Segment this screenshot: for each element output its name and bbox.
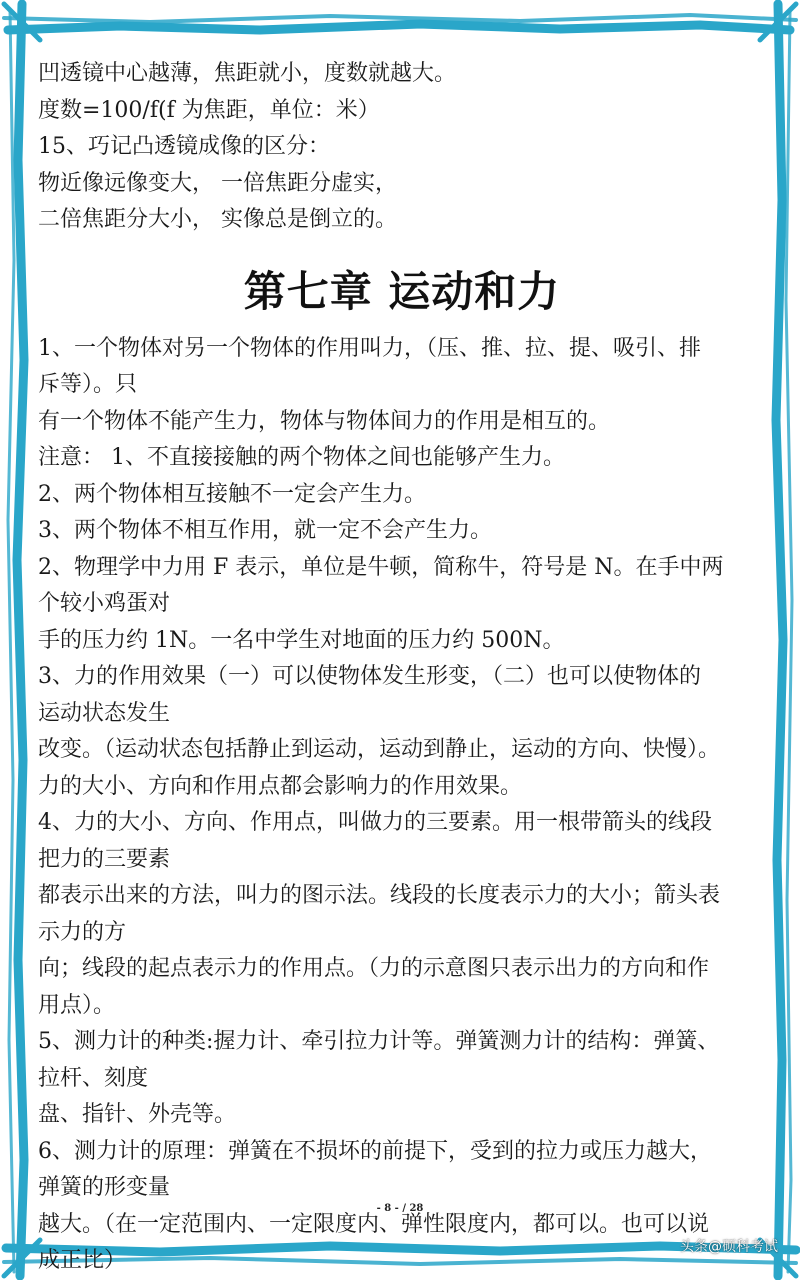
text-line: 力的大小、方向和作用点都会影响力的作用效果。 (38, 773, 523, 799)
text-line: 2、物理学中力用 F 表示，单位是牛顿，简称牛，符号是 N。在手中两 (38, 554, 724, 580)
text-line: 3、力的作用效果（一）可以使物体发生形变，（二）也可以使物体的 (38, 664, 701, 689)
text-line: 个较小鸡蛋对 (38, 591, 171, 616)
text-line: 物近像远像变大， 一倍焦距分虚实， (38, 170, 397, 196)
text-line: 有一个物体不能产生力，物体与物体间力的作用是相互的。 (38, 408, 611, 434)
text-line: 5、测力计的种类:握力计、牵引拉力计等。弹簧测力计的结构：弹簧、 (38, 1029, 720, 1054)
text-line: 二倍焦距分大小， 实像总是倒立的。 (38, 207, 397, 232)
text-line: 2、两个物体相互接触不一定会产生力。 (38, 481, 426, 507)
text-line: 1、一个物体对另一个物体的作用叫力，（压、推、拉、提、吸引、排 (38, 335, 701, 361)
watermark: 头条@硕科考试 (680, 1239, 778, 1255)
text-line: 15、巧记凸透镜成像的区分： (38, 134, 330, 159)
text-line: 向；线段的起点表示力的作用点。（力的示意图只表示出力的方向和作 (38, 956, 710, 981)
text-line: 注意： 1、不直接接触的两个物体之间也能够产生力。 (38, 445, 565, 470)
text-line: 手的压力约 1N。一名中学生对地面的压力约 500N。 (38, 627, 565, 653)
text-line: 弹簧的形变量 (38, 1175, 171, 1200)
text-line: 4、力的大小、方向、作用点，叫做力的三要素。用一根带箭头的线段 (38, 810, 712, 835)
page-number: - 8 - / 28 (376, 1203, 424, 1214)
text-line: 拉杆、刻度 (38, 1065, 149, 1091)
text-line: 用点）。 (38, 992, 116, 1018)
text-line: 凹透镜中心越薄，焦距就小，度数就越大。 (38, 61, 457, 86)
text-line: 3、两个物体不相互作用，就一定不会产生力。 (38, 518, 492, 543)
text-line: 把力的三要素 (38, 846, 171, 872)
text-line: 斥等）。只 (38, 372, 138, 397)
text-line: 度数=100/f(f 为焦距，单位：米） (38, 97, 380, 123)
text-line: 都表示出来的方法，叫力的图示法。线段的长度表示力的大小；箭头表 (38, 883, 721, 908)
text-line: 示力的方 (38, 919, 127, 945)
spacer (38, 239, 766, 247)
content-area (38, 56, 766, 1280)
text-line: 盘、指针、外壳等。 (38, 1102, 237, 1127)
text-line: 成正比） (38, 1248, 127, 1273)
text-line: 运动状态发生 (38, 700, 171, 726)
text-line: 改变。（运动状态包括静止到运动，运动到静止，运动的方向、快慢）。 (38, 737, 721, 762)
chapter-title: 第七章 运动和力 (243, 266, 561, 316)
text-line: 越大。（在一定范围内、一定限度内、弹性限度内，都可以。也可以说 (38, 1211, 710, 1237)
text-line: 6、测力计的原理：弹簧在不损坏的前提下，受到的拉力或压力越大， (38, 1138, 712, 1164)
